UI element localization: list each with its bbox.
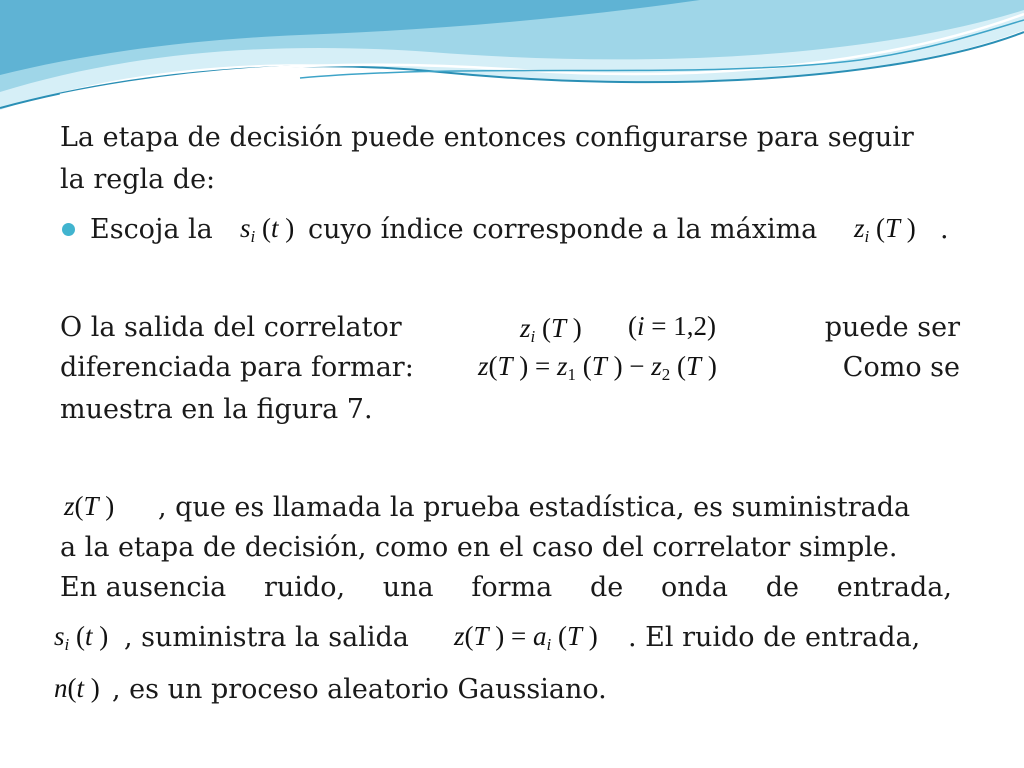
para3-line3 [60, 568, 952, 608]
para3-line3-word-3: una [382, 572, 434, 603]
para3-line1: , que es llamada la prueba estadística, es suministrada [158, 492, 911, 523]
bullet-text-period: . [940, 214, 949, 245]
bullet-text-part1: Escoja la [90, 214, 213, 245]
para2-line2-left: diferenciada para formar: [60, 352, 414, 383]
para3-line5: , es un proceso aleatorio Gaussiano. [112, 674, 607, 705]
para1-line2: la regla de: [60, 164, 216, 195]
para3-line3-word-2: ruido, [263, 572, 346, 603]
header-wave-decoration [0, 0, 1024, 130]
para1-line1-text: La etapa de decisión puede entonces configurarse para seguir [60, 122, 914, 153]
para3-line3-word-4: forma [471, 572, 553, 603]
para3-line3-word-1: En ausencia [60, 572, 227, 603]
para2-line1-left: O la salida del correlator [60, 312, 402, 343]
math-n-of-t: n(t ) [54, 673, 100, 703]
math-s-i-of-t-2: $s_i$ (t ) [54, 621, 109, 654]
para2-line1-right: puede ser [824, 312, 960, 343]
para3-line2: a la etapa de decisión, como en el caso del correlator simple. [60, 532, 898, 563]
bullet-dot-icon [62, 223, 75, 236]
para3-line3-word-8: entrada, [836, 572, 952, 603]
para2-line2-right: Como se [842, 352, 960, 383]
para3-line4-a: , suministra la salida [124, 622, 409, 653]
math-z-i-of-T-2: $z_i$ (T ) [520, 313, 582, 346]
para3-line3-word-5: de [590, 572, 624, 603]
para3-line4-b: . El ruido de entrada, [628, 622, 921, 653]
math-z-i-of-T: $z_i$ (T ) [854, 213, 916, 246]
math-z-of-T: z(T ) [64, 491, 115, 521]
para3-line3-word-6: onda [661, 572, 729, 603]
math-z-T-equals-a-i-T: z(T ) = $a_i$ (T ) [454, 621, 598, 654]
para1-line1 [60, 118, 960, 158]
math-s-i-of-t: $s_i$ (t ) [240, 213, 295, 246]
math-z-T-difference: z(T ) = $z_1$ (T ) − $z_2$ (T ) [478, 351, 717, 384]
para2-line3: muestra en la figura 7. [60, 394, 373, 425]
para3-line3-word-7: de [765, 572, 800, 603]
math-i-equals-1-2: (i = 1,2) [628, 311, 716, 341]
bullet-text-part2: cuyo índice corresponde a la máxima [308, 214, 818, 245]
